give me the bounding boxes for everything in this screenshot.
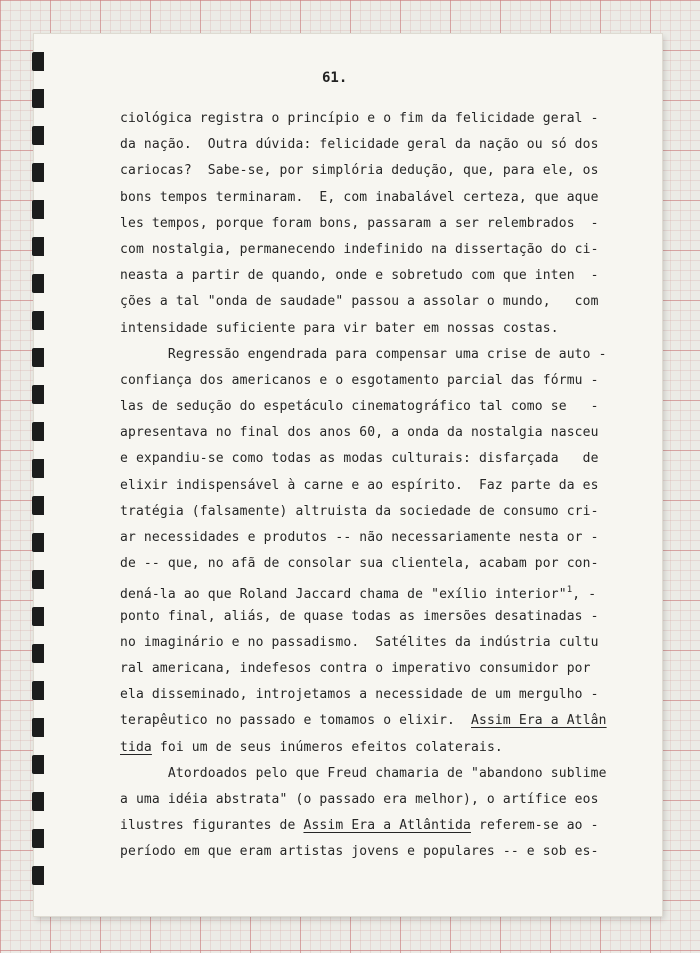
film-title-underlined: Assim Era a Atlân (470, 713, 607, 729)
text-line: da nação. Outra dúvida: felicidade geral da nação ou só dos (120, 137, 599, 153)
text-line: a uma idéia abstrata" (o passado era melhor), o artífice eos (120, 791, 599, 807)
text-line: les tempos, porque foram bons, passaram a ser relembrados - (120, 215, 599, 231)
text-line: confiança dos americanos e o esgotamento parcial das fórmu - (120, 372, 599, 388)
text-line: Atordoados pelo que Freud chamaria de "abandono sublime (120, 765, 607, 781)
text-line: ponto final, aliás, de quase todas as imersões desatinadas - (120, 608, 599, 624)
text-segment: foi um de seus inúmeros efeitos colaterais. (151, 739, 503, 755)
text-line: de -- que, no afã de consolar sua clientela, acabam por con- (120, 556, 599, 572)
film-title-underlined: Assim Era a Atlântida (303, 818, 471, 834)
text-line: e expandiu-se como todas as modas culturais: disfarçada de (120, 451, 599, 467)
text-line: ções a tal "onda de saudade" passou a assolar o mundo, com (120, 294, 599, 310)
text-line: ral americana, indefesos contra o imperativo consumidor por (120, 660, 591, 676)
text-line: com nostalgia, permanecendo indefinido na dissertação do ci- (120, 241, 599, 257)
text-line: no imaginário e no passadismo. Satélites da indústria cultu (120, 634, 599, 650)
text-line: bons tempos terminaram. E, com inabalável certeza, que aque (120, 189, 599, 205)
text-line (120, 735, 600, 761)
text-line: ciológica registra o princípio e o fim da felicidade geral - (120, 111, 599, 126)
typed-text-body (120, 106, 607, 865)
text-line: Regressão engendrada para compensar uma crise de auto - (120, 346, 607, 362)
text-line (120, 708, 607, 734)
film-title-underlined: tida (120, 739, 152, 755)
text-segment: terapêutico no passado e tomamos o elixir. (120, 713, 471, 729)
text-line (120, 813, 600, 839)
text-line: ela disseminado, introjetamos a necessidade de um mergulho - (120, 687, 599, 703)
text-line: las de sedução do espetáculo cinematográfico tal como se - (120, 399, 599, 415)
text-line: apresentava no final dos anos 60, a onda da nostalgia nasceu (120, 425, 599, 441)
footnote-marker: 1 (566, 585, 573, 596)
text-line: ar necessidades e produtos -- não necessariamente nesta or - (120, 530, 599, 545)
text-segment: ilustres figurantes de (120, 818, 304, 834)
text-segment: dená-la ao que Roland Jaccard chama de "exílio interior" (120, 587, 567, 603)
text-segment: , - (572, 587, 597, 603)
spiral-binding (32, 52, 46, 892)
text-line: elixir indispensável à carne e ao espírito. Faz parte da es (120, 477, 599, 493)
text-line: intensidade suficiente para vir bater em nossas costas. (120, 320, 559, 336)
text-segment: referem-se ao - (470, 818, 599, 834)
text-line: tratégia (falsamente) altruista da sociedade de consumo cri- (120, 503, 599, 519)
text-line: neasta a partir de quando, onde e sobretudo com que inten - (120, 268, 599, 284)
text-line (120, 577, 600, 603)
text-line: período em que eram artistas jovens e populares -- e sob es- (120, 844, 599, 860)
page-number: 61. (322, 70, 348, 86)
text-line: cariocas? Sabe-se, por simplória dedução, que, para ele, os (120, 163, 599, 179)
